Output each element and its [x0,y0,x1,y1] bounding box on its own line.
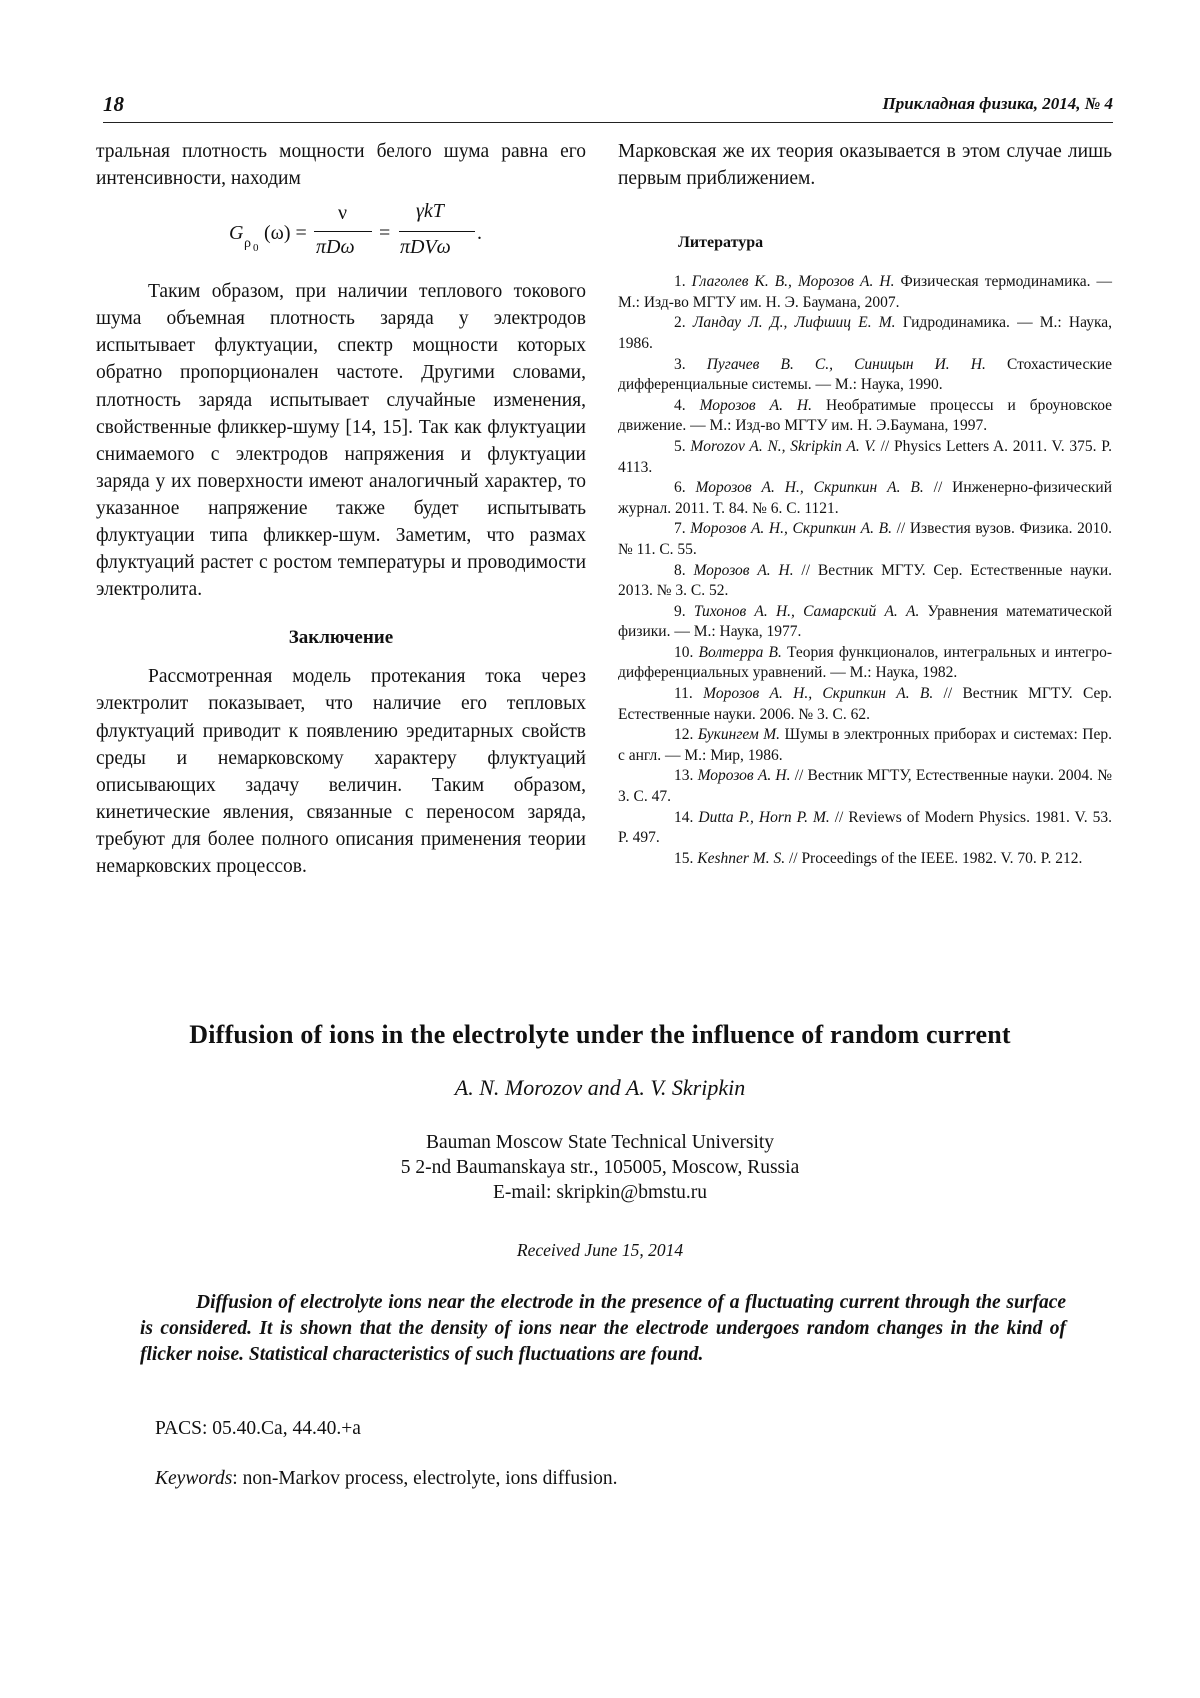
running-header [103,92,1113,123]
reference-number: 12. [674,726,694,744]
reference-text: Уравнения математической физики. — М.: Наука, 1977. [618,602,1112,641]
reference-authors: Ландау Л. Д., Лифшиц Е. М. [692,314,896,332]
reference-authors: Морозов А. Н. [697,767,791,785]
reference-text: // Известия вузов. Физика. 2010. № 11. С. 55. [618,520,1113,558]
reference-text: Необратимые процессы и броуновское движение. — М.: Изд-во МГТУ им. Н. Э.Баумана, 1997. [618,396,1113,435]
reference-text: Стохастические дифференциальные системы. — М.: Наука, 1990. [618,355,1113,394]
reference-text: // Вестник МГТУ. Сер. Естественные науки. 2006. № 3. С. 62. [618,685,1113,723]
pacs-codes: PACS: 05.40.Ca, 44.40.+a [155,1418,361,1439]
reference-item [618,519,1112,560]
reference-item [618,849,1112,870]
formula-end: . [477,222,482,245]
reference-item [618,766,1112,807]
reference-item [618,396,1112,437]
left-column [96,138,586,880]
reference-item [618,602,1112,643]
references-heading: Литература [678,234,764,252]
reference-number: 7. [674,520,686,538]
formula-numerator-1: ν [338,202,348,225]
reference-number: 15. [674,849,694,867]
reference-authors: Keshner M. S. [697,849,786,867]
reference-number: 3. [674,355,686,373]
formula-equals-2: = [379,222,391,245]
reference-authors: Морозов А. Н. [693,561,794,579]
reference-number: 6. [674,479,686,497]
reference-item [618,272,1112,313]
reference-number: 9. [674,602,686,620]
affiliation: Bauman Moscow State Technical University [425,1132,775,1153]
reference-item [618,643,1112,684]
formula-lhs-symbol: G [229,222,244,245]
english-abstract: Diffusion of electrolyte ions near the electrode in the presence of a fluctuating current through the surface is considered. It is shown that the density of ions near the electrode undergoes random changes in the kind of flicker noise. Statistical characteristics of such fluctuations are found. [140,1292,1066,1365]
reference-number: 1. [674,273,686,291]
reference-text: // Physics Letters A. 2011. V. 375. P. 4113. [618,437,1113,476]
reference-authors: Морозов А. Н., Скрипкин А. В. [703,685,934,703]
keywords-label: Keywords [155,1468,233,1489]
reference-list [618,272,1112,869]
reference-text: // Proceedings of the IEEE. 1982. V. 70. P. 212. [788,849,1083,867]
reference-item [618,437,1112,478]
reference-text: // Инженерно-физический журнал. 2011. Т. 84. № 6. С. 1121. [618,479,1112,517]
conclusion-paragraph: Рассмотренная модель протекания тока через электролит показывает, что наличие его тепловых флуктуаций приводит к появлению эредитарных свойств среды и немарковскому характеру флуктуаций описывающих задачу величин. Таким образом, кинетические явления, связанные с переносом заряда, требуют для более полного описания применения теории немарковских процессов. [96,666,586,877]
formula-lhs-subsubscript: 0 [253,242,259,255]
reference-number: 4. [674,396,686,414]
address: 5 2-nd Baumanskaya str., 105005, Moscow, Russia [400,1157,800,1178]
reference-item [618,561,1112,602]
formula-fraction-bar-1 [314,231,372,232]
reference-authors: Морозов А. Н., Скрипкин А. В. [690,520,892,538]
right-column [618,138,1112,869]
reference-text: // Вестник МГТУ, Естественные науки. 2004. № 3. С. 47. [618,767,1113,806]
continuation-paragraph: Марковская же их теория оказывается в этом случае лишь первым приближением. [618,141,1112,190]
reference-number: 2. [674,314,686,332]
reference-number: 8. [674,561,686,579]
reference-authors: Волтерра В. [698,643,782,661]
formula-denominator-1: πDω [316,236,355,259]
formula-fraction-bar-2 [399,231,475,232]
english-authors: A. N. Morozov and A. V. Skripkin [454,1075,746,1100]
received-date: Received June 15, 2014 [516,1240,684,1260]
reference-number: 13. [674,767,694,785]
formula-numerator-2: γkT [416,200,444,223]
reference-number: 5. [674,437,686,455]
reference-item [618,313,1112,354]
reference-text: // Reviews of Modern Physics. 1981. V. 53. P. 497. [618,808,1112,847]
reference-number: 11. [674,685,693,703]
reference-authors: Глаголев К. В., Морозов А. Н. [691,273,895,291]
reference-authors: Пугачев В. С., Синицын И. Н. [706,355,986,373]
keywords [155,1468,618,1490]
reference-number: 10. [674,643,694,661]
reference-text: Гидродинамика. — М.: Наука, 1986. [618,314,1113,352]
english-title: Diffusion of ions in the electrolyte under the influence of random current [189,1020,1011,1049]
reference-item [618,725,1112,766]
reference-item [618,355,1112,396]
reference-item [618,808,1112,849]
reference-authors: Тихонов А. Н., Самарский А. А. [693,602,920,620]
reference-text: // Вестник МГТУ. Сер. Естественные науки. 2013. № 3. С. 52. [618,561,1112,600]
page-number: 18 [103,92,124,116]
reference-number: 14. [674,808,694,826]
reference-authors: Морозов А. Н., Скрипкин А. В. [695,479,924,497]
formula-lhs-arg: (ω) = [264,222,307,245]
english-affiliation-block [100,1130,1100,1205]
reference-authors: Dutta P., Horn P. M. [698,808,830,826]
spectral-density-formula [96,196,586,274]
conclusion-heading: Заключение [288,627,394,649]
reference-text: Теория функционалов, интегральных и интегро-дифференциальных уравнений. — М.: Наука, 1982. [618,643,1113,682]
reference-text: Шумы в электронных приборах и системах: Пер. с англ. — М.: Мир, 1986. [618,726,1113,764]
reference-item [618,478,1112,519]
intro-paragraph: тральная плотность мощности белого шума равна его интенсивности, находим [96,141,586,190]
journal-title: Прикладная физика, 2014, № 4 [882,94,1113,113]
email: E-mail: skripkin@bmstu.ru [492,1182,708,1203]
formula-denominator-2: πDVω [400,236,451,259]
reference-authors: Букингем М. [697,726,780,744]
main-paragraph: Таким образом, при наличии теплового токового шума объемная плотность заряда у электродов испытывает флуктуации, спектр мощности которых обратно пропорционален частоте. Другими словами, плотность заряда испытывает случайные изменения, свойственные фликкер-шуму [14, 15]. Так как флуктуации снимаемого с электродов напряжения и флуктуации заряда у их поверхности имеют аналогичный характер, то указанное напряжение также будет испытывать флуктуации типа фликкер-шум. Заметим, что размах флуктуаций растет с ростом температуры и проводимости электролита. [96,281,586,601]
reference-authors: Morozov A. N., Skripkin A. V. [690,437,876,455]
reference-authors: Морозов А. Н. [699,396,812,414]
reference-text: Физическая термодинамика. — М.: Изд-во МГТУ им. Н. Э. Баумана, 2007. [618,273,1113,311]
formula-lhs-subscript: ρ [244,236,251,252]
reference-item [618,684,1112,725]
keywords-text: : non-Markov process, electrolyte, ions diffusion. [232,1468,618,1489]
